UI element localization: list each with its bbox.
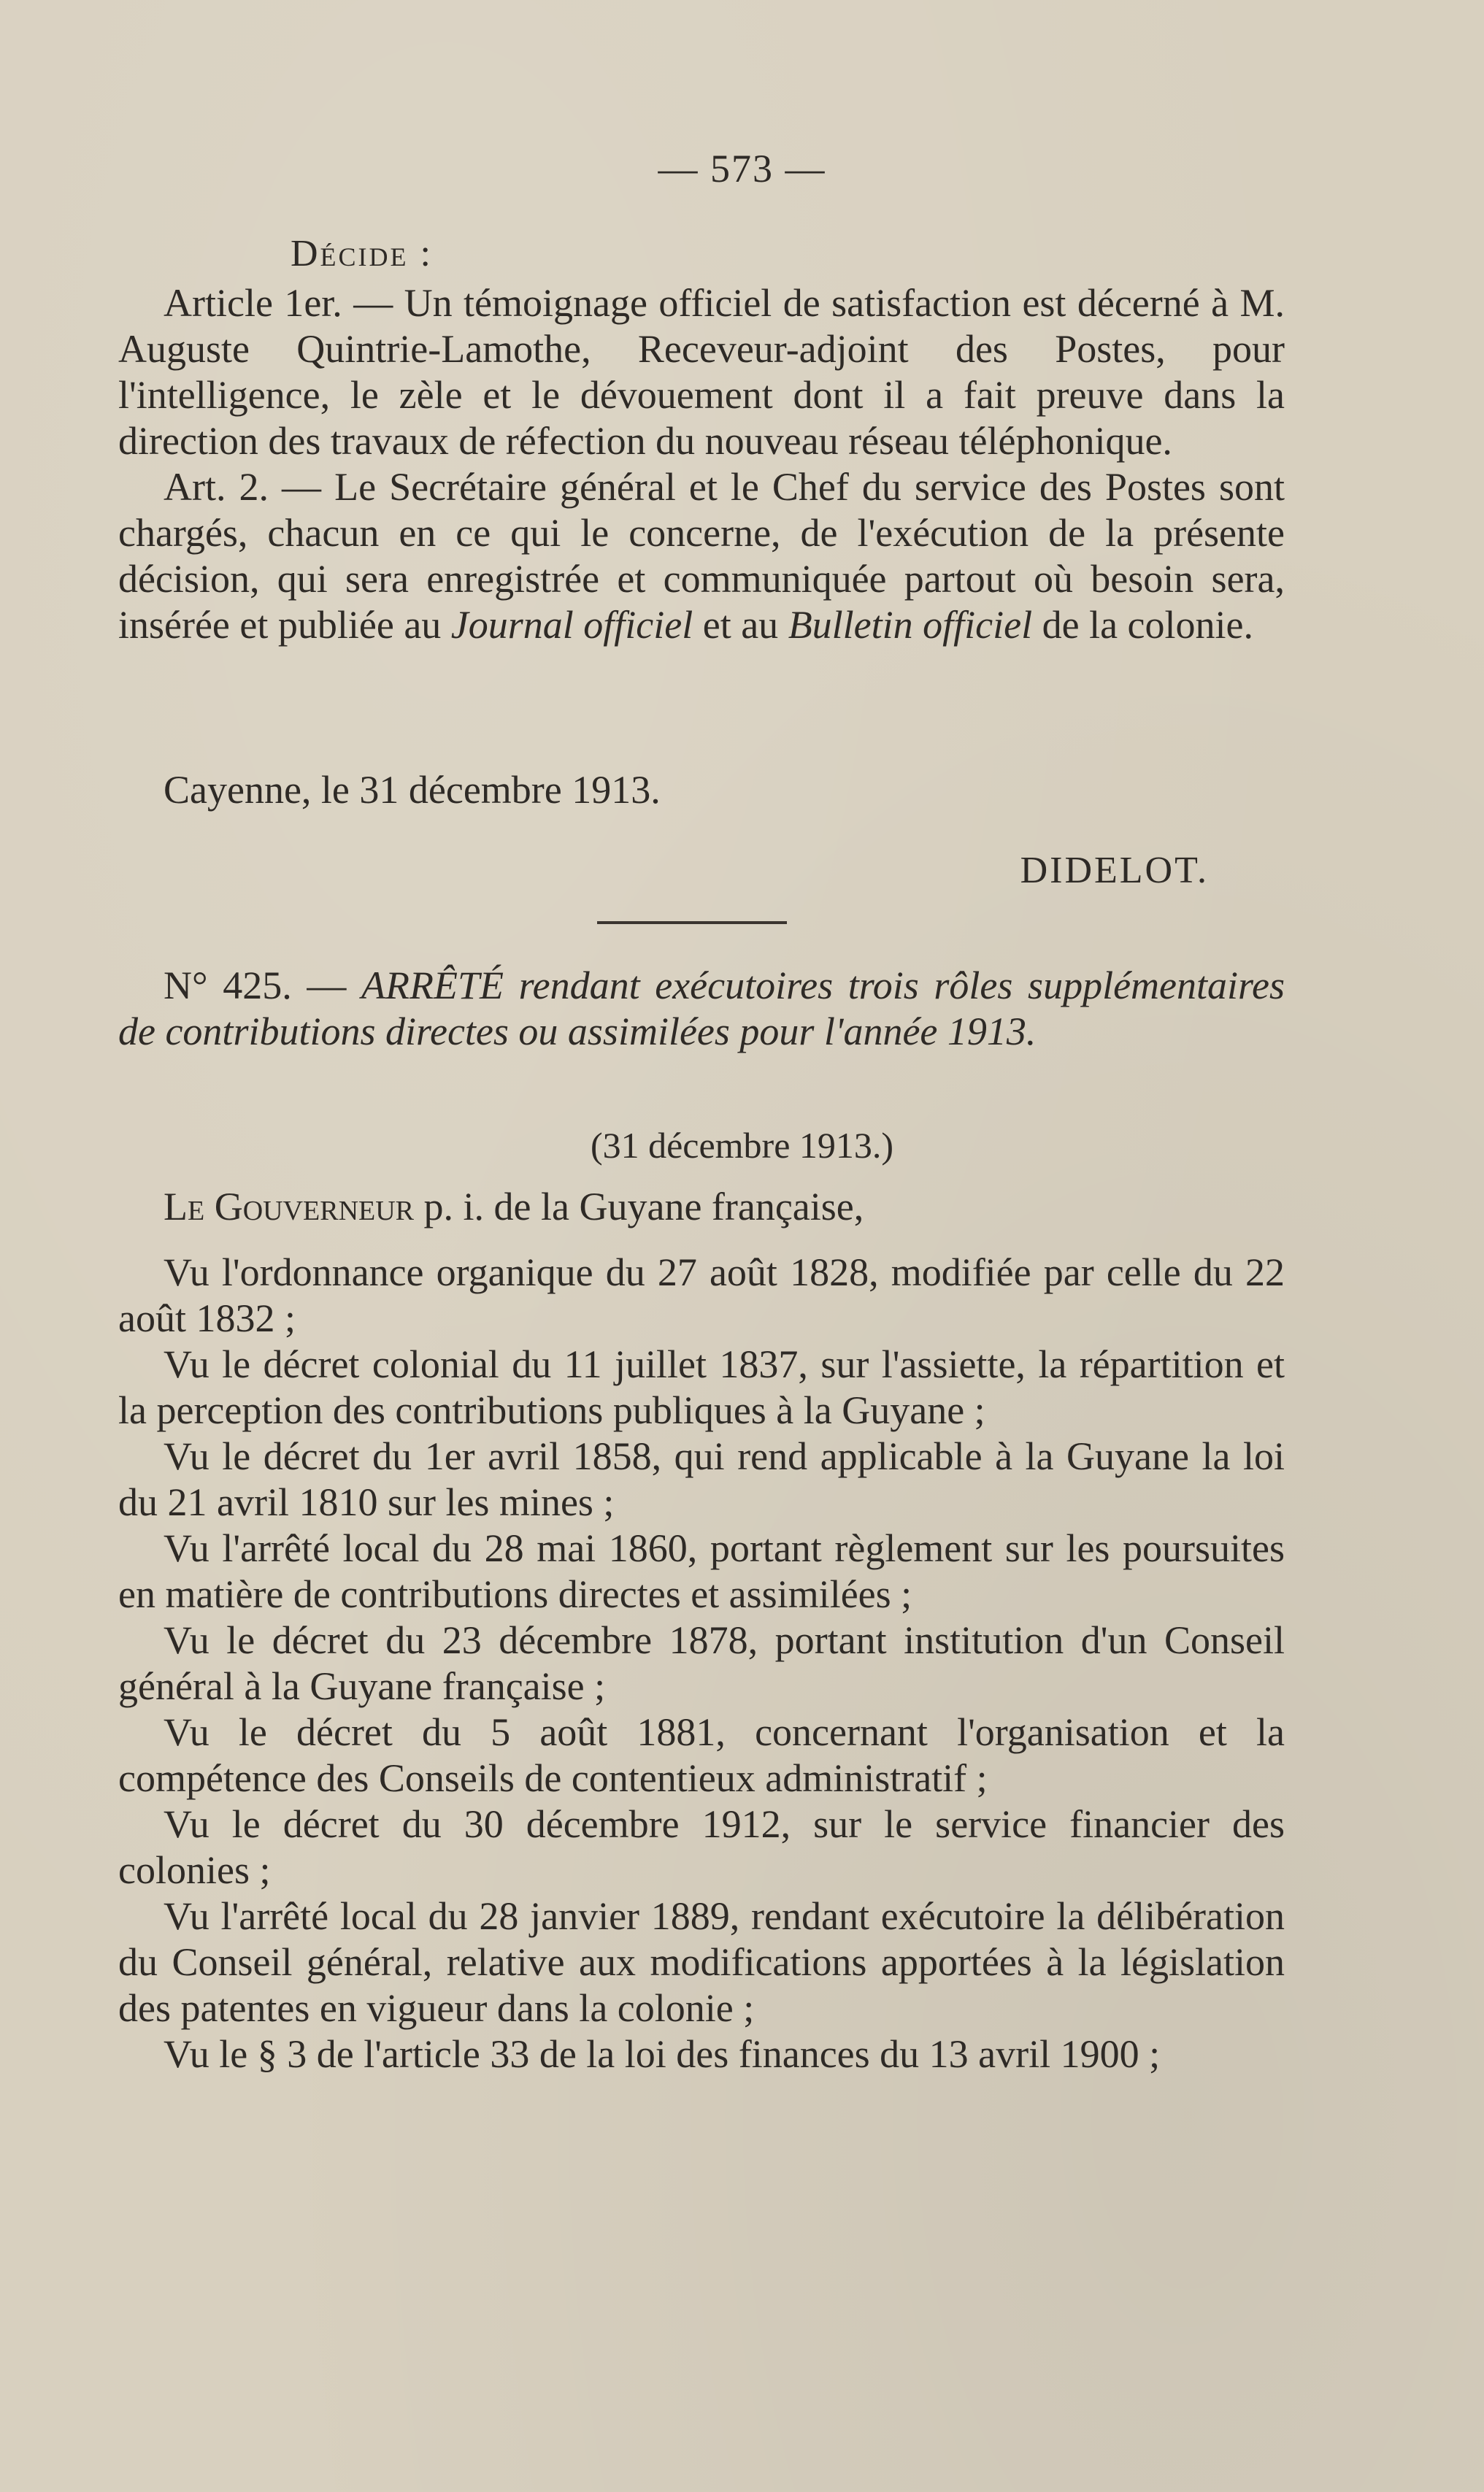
gouverneur-title: Le Gouverneur — [164, 1185, 415, 1228]
arrete-number: N° 425. — — [164, 964, 362, 1007]
article-2-text: Art. 2. — Le Secrétaire général et le Chef du service des Postes sont chargés, chacun en ce qui le concerne, de l'exécution de la présente décision, qui sera enregistrée et communiquée partout où besoin sera, insérée et publiée au — [118, 465, 1285, 647]
arrete-heading — [118, 963, 1285, 1055]
article-1: Article 1er. — Un témoignage officiel de satisfaction est décerné à M. Auguste Quintrie-Lamothe, Receveur-adjoint des Postes, pour l'intelligence, le zèle et le dévouement dont il a fait preuve dans la direction des travaux de réfection du nouveau réseau téléphonique. — [118, 281, 1285, 463]
visa-item: Vu le § 3 de l'article 33 de la loi des finances du 13 avril 1900 ; — [164, 2032, 1161, 2076]
signature: DIDELOT. — [1020, 850, 1209, 891]
visa-item: Vu le décret du 23 décembre 1878, portant institution d'un Conseil général à la Guyane française ; — [118, 1618, 1285, 1708]
article-2-end: de la colonie. — [1032, 603, 1253, 647]
visa-item: Vu l'arrêté local du 28 mai 1860, portant règlement sur les poursuites en matière de contributions directes et assimilées ; — [118, 1526, 1285, 1616]
gouverneur-rest: p. i. de la Guyane française, — [414, 1185, 864, 1228]
visa-item: Vu le décret colonial du 11 juillet 1837, sur l'assiette, la répartition et la perception des contributions publiques à la Guyane ; — [118, 1342, 1285, 1432]
article-2-conjunction: et au — [693, 603, 788, 647]
arrete-date: (31 décembre 1913.) — [590, 1125, 894, 1166]
visa-item: Vu le décret du 1er avril 1858, qui rend applicable à la Guyane la loi du 21 avril 1810 sur les mines ; — [118, 1434, 1285, 1524]
page-number: — 573 — — [658, 147, 826, 191]
article-2 — [118, 464, 1285, 648]
section-divider — [597, 921, 787, 924]
arrete-title: ARRÊTÉ rendant exécutoires trois rôles supplémentaires de contributions directes ou assimilées pour l'année 1913. — [118, 964, 1285, 1053]
decide-heading: Décide : — [291, 233, 433, 274]
visa-item: Vu l'arrêté local du 28 janvier 1889, rendant exécutoire la délibération du Conseil général, relative aux modifications apportées à la législation des patentes en vigueur dans la colonie ; — [118, 1894, 1285, 2030]
journal-officiel: Journal officiel — [450, 603, 693, 647]
visa-item: Vu le décret du 30 décembre 1912, sur le service financier des colonies ; — [118, 1802, 1285, 1892]
decision-articles — [118, 280, 1285, 648]
signoff-date: Cayenne, le 31 décembre 1913. — [164, 768, 661, 812]
gouverneur-line — [164, 1184, 864, 1229]
visa-item: Vu l'ordonnance organique du 27 août 1828, modifiée par celle du 22 août 1832 ; — [118, 1250, 1285, 1340]
bulletin-officiel: Bulletin officiel — [788, 603, 1033, 647]
visas-list — [118, 1250, 1285, 2077]
visa-item: Vu le décret du 5 août 1881, concernant l'organisation et la compétence des Conseils de contentieux administratif ; — [118, 1710, 1285, 1800]
